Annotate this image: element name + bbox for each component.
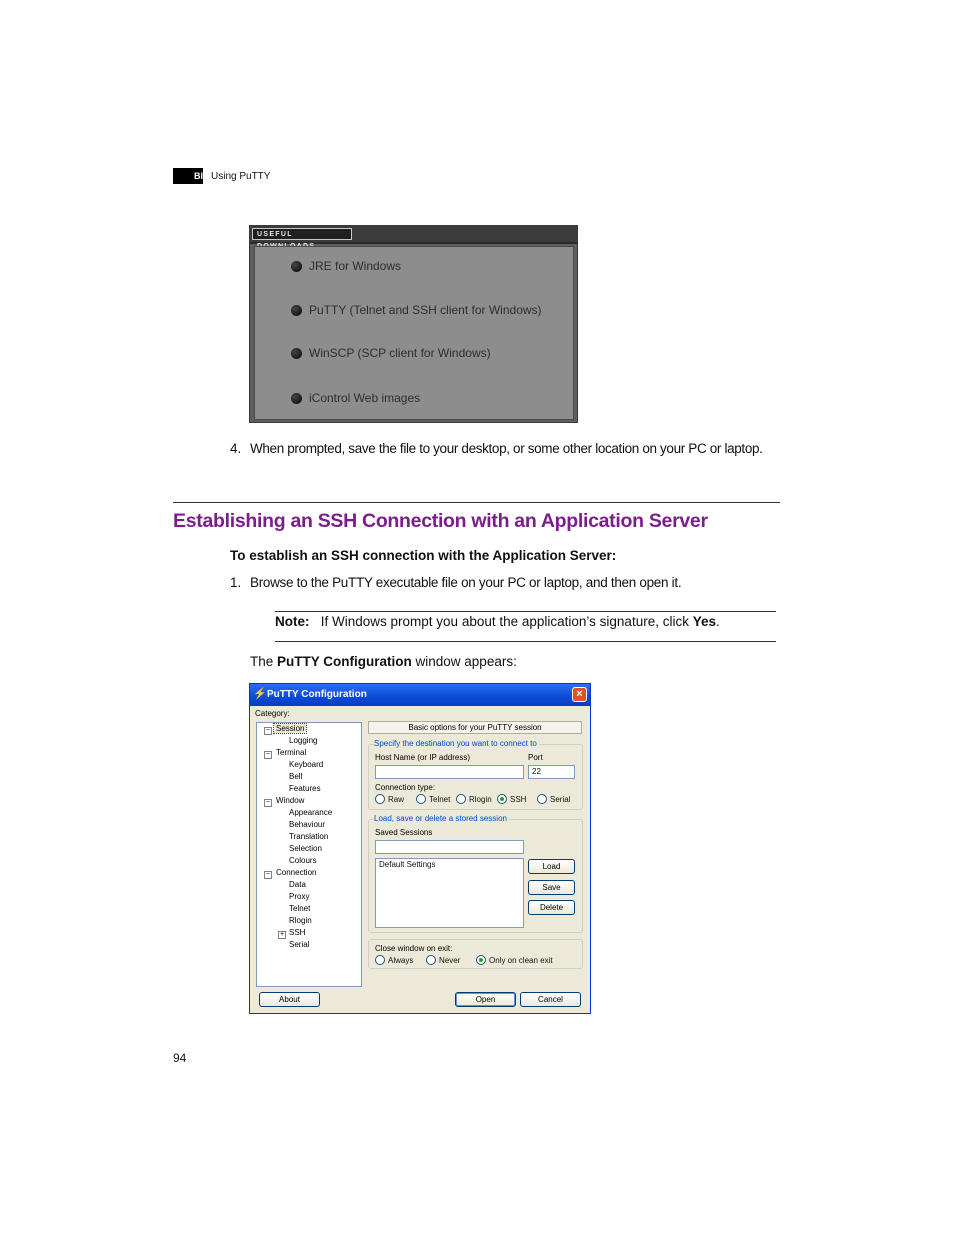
panel-header: Basic options for your PuTTY session xyxy=(408,723,542,732)
note-bottom-rule xyxy=(275,641,776,642)
radio-never[interactable]: Never xyxy=(426,955,460,965)
open-button[interactable]: Open xyxy=(455,992,516,1007)
category-label: Category: xyxy=(255,709,290,718)
expand-icon[interactable]: + xyxy=(279,931,285,938)
tree-item-connection[interactable]: Connection xyxy=(276,868,317,877)
tree-item-ssh[interactable]: SSH xyxy=(289,928,306,937)
load-button[interactable]: Load xyxy=(528,859,575,874)
note-text: If Windows prompt you about the application’s signature, click xyxy=(320,614,693,629)
radio-circle xyxy=(416,794,426,804)
tree-item-behaviour[interactable]: Behaviour xyxy=(289,820,326,829)
radio-serial[interactable]: Serial xyxy=(537,794,570,804)
putty-app-icon: ⚡ xyxy=(253,688,267,700)
radio-rlogin[interactable]: Rlogin xyxy=(456,794,492,804)
putty-config-window xyxy=(249,683,591,1014)
cancel-button[interactable]: Cancel xyxy=(520,992,581,1007)
tree-item-terminal[interactable]: Terminal xyxy=(276,748,307,757)
port-input[interactable]: 22 xyxy=(528,765,575,779)
tree-item-translation[interactable]: Translation xyxy=(289,832,329,841)
step-1-text: Browse to the PuTTY executable file on your PC or laptop, and then open it. xyxy=(250,575,682,590)
save-button[interactable]: Save xyxy=(528,880,575,895)
bullet-icon xyxy=(291,261,302,272)
window-title: PuTTY Configuration xyxy=(267,689,367,700)
step-1-number: 1. xyxy=(230,575,242,590)
tree-item-proxy[interactable]: Proxy xyxy=(289,892,310,901)
tree-item-keyboard[interactable]: Keyboard xyxy=(289,760,324,769)
tree-item-features[interactable]: Features xyxy=(289,784,321,793)
bullet-icon xyxy=(291,393,302,404)
collapse-icon[interactable]: − xyxy=(265,799,271,806)
session-list-item[interactable]: Default Settings xyxy=(379,860,436,869)
radio-clean-exit[interactable]: Only on clean exit xyxy=(476,955,553,965)
tree-item-session[interactable]: Session xyxy=(276,724,305,733)
collapse-icon[interactable]: − xyxy=(265,751,271,758)
radio-circle xyxy=(375,794,385,804)
note-top-rule xyxy=(275,611,776,612)
bullet-icon xyxy=(291,305,302,316)
title-bar[interactable] xyxy=(250,684,590,706)
radio-circle-selected xyxy=(497,794,507,804)
tree-item-appearance[interactable]: Appearance xyxy=(289,808,333,817)
download-link-jre[interactable]: JRE for Windows xyxy=(291,257,401,275)
downloads-tab-bar xyxy=(250,226,577,244)
saved-sessions-label: Saved Sessions xyxy=(375,828,433,837)
radio-circle xyxy=(537,794,547,804)
connection-type-label: Connection type: xyxy=(375,783,436,792)
radio-ssh[interactable]: SSH xyxy=(497,794,526,804)
tree-item-window[interactable]: Window xyxy=(276,796,305,805)
about-button[interactable]: About xyxy=(259,992,320,1007)
tree-item-telnet[interactable]: Telnet xyxy=(289,904,311,913)
step-4-text: When prompted, save the file to your desktop, or some other location on your PC or laptop. xyxy=(250,441,763,456)
radio-circle xyxy=(456,794,466,804)
tree-item-bell[interactable]: Bell xyxy=(289,772,303,781)
collapse-icon[interactable]: − xyxy=(265,871,271,878)
category-tree[interactable] xyxy=(256,722,362,987)
download-link-icontrol[interactable]: iControl Web images xyxy=(291,389,420,407)
tree-item-selection[interactable]: Selection xyxy=(289,844,322,853)
useful-downloads-panel xyxy=(249,225,578,423)
section-rule xyxy=(173,502,780,503)
section-title: Establishing an SSH Connection with an Application Server xyxy=(173,510,708,532)
port-label: Port xyxy=(528,753,543,762)
radio-circle-selected xyxy=(476,955,486,965)
bullet-icon xyxy=(291,348,302,359)
panel-header-box xyxy=(368,721,582,734)
sessions-list[interactable] xyxy=(375,858,524,928)
host-name-label: Host Name (or IP address) xyxy=(375,753,470,762)
delete-button[interactable]: Delete xyxy=(528,900,575,915)
tree-item-serial[interactable]: Serial xyxy=(289,940,310,949)
note-emphasis: Yes xyxy=(692,614,716,629)
radio-circle xyxy=(375,955,385,965)
page-number: 94 xyxy=(173,1051,187,1065)
download-link-winscp[interactable]: WinSCP (SCP client for Windows) xyxy=(291,344,491,362)
note-text-end: . xyxy=(716,614,720,629)
destination-group-label: Specify the destination you want to connect to xyxy=(374,739,537,748)
tree-item-rlogin[interactable]: Rlogin xyxy=(289,916,312,925)
note xyxy=(275,614,720,629)
radio-always[interactable]: Always xyxy=(375,955,413,965)
host-name-input[interactable] xyxy=(375,765,524,779)
radio-raw[interactable]: Raw xyxy=(375,794,404,804)
note-label: Note: xyxy=(275,614,310,629)
close-button[interactable]: × xyxy=(572,687,587,702)
step-4-number: 4. xyxy=(230,441,242,456)
window-name-emphasis: PuTTY Configuration xyxy=(277,654,412,669)
tree-item-colours[interactable]: Colours xyxy=(289,856,317,865)
downloads-tab: USEFUL xyxy=(252,228,352,240)
collapse-icon[interactable]: − xyxy=(265,727,271,734)
procedure-title: To establish an SSH connection with the Application Server: xyxy=(230,548,617,563)
window-appears-text: The PuTTY Configuration window appears: xyxy=(250,654,517,669)
download-link-putty[interactable]: PuTTY (Telnet and SSH client for Windows) xyxy=(291,301,542,319)
tree-item-data[interactable]: Data xyxy=(289,880,306,889)
radio-circle xyxy=(426,955,436,965)
running-header: Using PuTTY xyxy=(211,171,271,182)
close-on-exit-label: Close window on exit: xyxy=(375,944,453,953)
chapter-mark: BI xyxy=(173,168,203,184)
sessions-group-label: Load, save or delete a stored session xyxy=(374,814,507,823)
tree-item-logging[interactable]: Logging xyxy=(289,736,318,745)
downloads-list xyxy=(254,246,574,420)
saved-sessions-input[interactable] xyxy=(375,840,524,854)
radio-telnet[interactable]: Telnet xyxy=(416,794,450,804)
